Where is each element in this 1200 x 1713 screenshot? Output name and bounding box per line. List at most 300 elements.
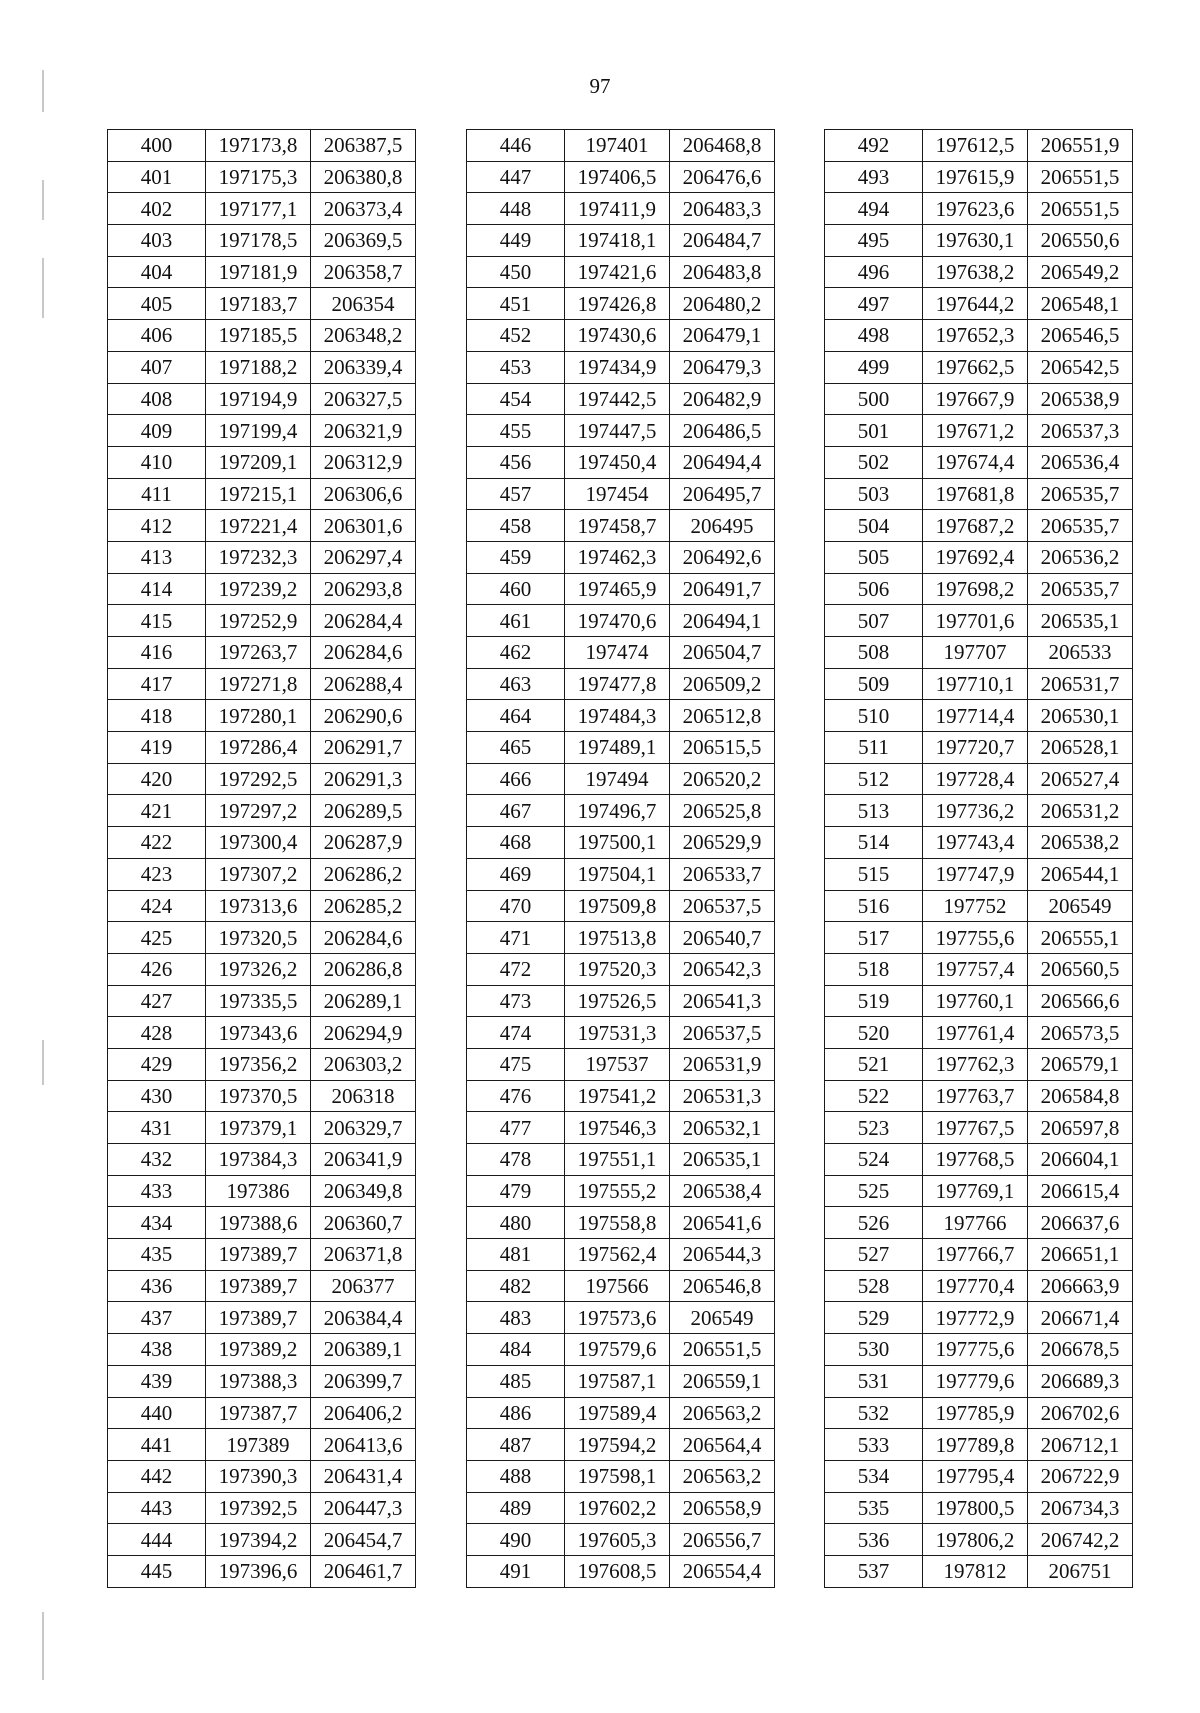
point-number-cell: 514 (825, 827, 923, 859)
table-row (108, 1144, 416, 1176)
table-row (825, 1334, 1133, 1366)
table-row (108, 256, 416, 288)
x-coordinate-cell: 197662,5 (923, 351, 1028, 383)
point-number-cell: 505 (825, 541, 923, 573)
point-number-cell: 467 (467, 795, 565, 827)
y-coordinate-cell: 206584,8 (1028, 1080, 1133, 1112)
y-coordinate-cell: 206495 (670, 510, 775, 542)
y-coordinate-cell: 206563,2 (670, 1397, 775, 1429)
x-coordinate-cell: 197215,1 (206, 478, 311, 510)
point-number-cell: 448 (467, 193, 565, 225)
table-row (467, 130, 775, 162)
table-row (825, 1302, 1133, 1334)
x-coordinate-cell: 197757,4 (923, 953, 1028, 985)
coordinates-table-1 (107, 129, 416, 1588)
table-row (467, 1555, 775, 1587)
x-coordinate-cell: 197484,3 (565, 700, 670, 732)
point-number-cell: 460 (467, 573, 565, 605)
x-coordinate-cell: 197812 (923, 1555, 1028, 1587)
table-row (825, 1112, 1133, 1144)
x-coordinate-cell: 197401 (565, 130, 670, 162)
point-number-cell: 485 (467, 1365, 565, 1397)
point-number-cell: 529 (825, 1302, 923, 1334)
table-row (108, 732, 416, 764)
point-number-cell: 458 (467, 510, 565, 542)
table-row (108, 130, 416, 162)
x-coordinate-cell: 197379,1 (206, 1112, 311, 1144)
scan-margin-mark (42, 258, 44, 318)
table-row (108, 478, 416, 510)
y-coordinate-cell: 206371,8 (311, 1239, 416, 1271)
point-number-cell: 461 (467, 605, 565, 637)
table-row (108, 1460, 416, 1492)
point-number-cell: 407 (108, 351, 206, 383)
coordinates-table-body (825, 130, 1133, 1588)
point-number-cell: 416 (108, 637, 206, 669)
x-coordinate-cell: 197562,4 (565, 1239, 670, 1271)
point-number-cell: 435 (108, 1239, 206, 1271)
table-row (467, 320, 775, 352)
y-coordinate-cell: 206560,5 (1028, 953, 1133, 985)
table-row (467, 858, 775, 890)
x-coordinate-cell: 197199,4 (206, 415, 311, 447)
y-coordinate-cell: 206597,8 (1028, 1112, 1133, 1144)
y-coordinate-cell: 206284,4 (311, 605, 416, 637)
y-coordinate-cell: 206321,9 (311, 415, 416, 447)
x-coordinate-cell: 197387,7 (206, 1397, 311, 1429)
point-number-cell: 498 (825, 320, 923, 352)
table-row (108, 288, 416, 320)
point-number-cell: 472 (467, 953, 565, 985)
point-number-cell: 414 (108, 573, 206, 605)
x-coordinate-cell: 197389,7 (206, 1302, 311, 1334)
point-number-cell: 423 (108, 858, 206, 890)
table-row (108, 1080, 416, 1112)
x-coordinate-cell: 197770,4 (923, 1270, 1028, 1302)
table-row (467, 1429, 775, 1461)
x-coordinate-cell: 197335,5 (206, 985, 311, 1017)
point-number-cell: 438 (108, 1334, 206, 1366)
y-coordinate-cell: 206604,1 (1028, 1144, 1133, 1176)
x-coordinate-cell: 197454 (565, 478, 670, 510)
y-coordinate-cell: 206538,9 (1028, 383, 1133, 415)
y-coordinate-cell: 206566,6 (1028, 985, 1133, 1017)
table-row (108, 922, 416, 954)
point-number-cell: 443 (108, 1492, 206, 1524)
table-row (467, 256, 775, 288)
table-row (825, 1175, 1133, 1207)
point-number-cell: 468 (467, 827, 565, 859)
point-number-cell: 486 (467, 1397, 565, 1429)
y-coordinate-cell: 206525,8 (670, 795, 775, 827)
x-coordinate-cell: 197769,1 (923, 1175, 1028, 1207)
point-number-cell: 422 (108, 827, 206, 859)
table-row (108, 1207, 416, 1239)
table-row (467, 351, 775, 383)
point-number-cell: 402 (108, 193, 206, 225)
table-row (825, 1017, 1133, 1049)
table-row (467, 637, 775, 669)
y-coordinate-cell: 206380,8 (311, 161, 416, 193)
y-coordinate-cell: 206286,2 (311, 858, 416, 890)
point-number-cell: 440 (108, 1397, 206, 1429)
y-coordinate-cell: 206554,4 (670, 1555, 775, 1587)
y-coordinate-cell: 206751 (1028, 1555, 1133, 1587)
point-number-cell: 490 (467, 1524, 565, 1556)
x-coordinate-cell: 197747,9 (923, 858, 1028, 890)
point-number-cell: 474 (467, 1017, 565, 1049)
x-coordinate-cell: 197755,6 (923, 922, 1028, 954)
table-row (467, 668, 775, 700)
point-number-cell: 413 (108, 541, 206, 573)
point-number-cell: 406 (108, 320, 206, 352)
y-coordinate-cell: 206291,3 (311, 763, 416, 795)
coordinates-table-body (467, 130, 775, 1588)
point-number-cell: 449 (467, 225, 565, 257)
table-row (108, 1397, 416, 1429)
table-row (467, 1334, 775, 1366)
table-row (467, 1460, 775, 1492)
x-coordinate-cell: 197566 (565, 1270, 670, 1302)
y-coordinate-cell: 206284,6 (311, 922, 416, 954)
point-number-cell: 527 (825, 1239, 923, 1271)
y-coordinate-cell: 206579,1 (1028, 1048, 1133, 1080)
x-coordinate-cell: 197386 (206, 1175, 311, 1207)
y-coordinate-cell: 206531,9 (670, 1048, 775, 1080)
y-coordinate-cell: 206387,5 (311, 130, 416, 162)
table-row (825, 1207, 1133, 1239)
table-row (825, 985, 1133, 1017)
coordinates-table-2 (466, 129, 775, 1588)
coordinates-table-body (108, 130, 416, 1588)
y-coordinate-cell: 206480,2 (670, 288, 775, 320)
point-number-cell: 425 (108, 922, 206, 954)
table-row (108, 858, 416, 890)
point-number-cell: 476 (467, 1080, 565, 1112)
point-number-cell: 410 (108, 446, 206, 478)
x-coordinate-cell: 197772,9 (923, 1302, 1028, 1334)
x-coordinate-cell: 197768,5 (923, 1144, 1028, 1176)
y-coordinate-cell: 206290,6 (311, 700, 416, 732)
table-row (108, 637, 416, 669)
y-coordinate-cell: 206538,4 (670, 1175, 775, 1207)
x-coordinate-cell: 197736,2 (923, 795, 1028, 827)
table-row (825, 573, 1133, 605)
x-coordinate-cell: 197551,1 (565, 1144, 670, 1176)
y-coordinate-cell: 206483,8 (670, 256, 775, 288)
y-coordinate-cell: 206482,9 (670, 383, 775, 415)
point-number-cell: 506 (825, 573, 923, 605)
point-number-cell: 480 (467, 1207, 565, 1239)
table-row (108, 985, 416, 1017)
point-number-cell: 482 (467, 1270, 565, 1302)
x-coordinate-cell: 197638,2 (923, 256, 1028, 288)
point-number-cell: 477 (467, 1112, 565, 1144)
point-number-cell: 504 (825, 510, 923, 542)
x-coordinate-cell: 197761,4 (923, 1017, 1028, 1049)
y-coordinate-cell: 206288,4 (311, 668, 416, 700)
x-coordinate-cell: 197239,2 (206, 573, 311, 605)
x-coordinate-cell: 197474 (565, 637, 670, 669)
x-coordinate-cell: 197608,5 (565, 1555, 670, 1587)
point-number-cell: 471 (467, 922, 565, 954)
y-coordinate-cell: 206536,2 (1028, 541, 1133, 573)
y-coordinate-cell: 206495,7 (670, 478, 775, 510)
point-number-cell: 459 (467, 541, 565, 573)
x-coordinate-cell: 197442,5 (565, 383, 670, 415)
x-coordinate-cell: 197698,2 (923, 573, 1028, 605)
point-number-cell: 515 (825, 858, 923, 890)
table-row (467, 1080, 775, 1112)
x-coordinate-cell: 197767,5 (923, 1112, 1028, 1144)
point-number-cell: 428 (108, 1017, 206, 1049)
y-coordinate-cell: 206529,9 (670, 827, 775, 859)
y-coordinate-cell: 206742,2 (1028, 1524, 1133, 1556)
x-coordinate-cell: 197587,1 (565, 1365, 670, 1397)
point-number-cell: 442 (108, 1460, 206, 1492)
x-coordinate-cell: 197252,9 (206, 605, 311, 637)
y-coordinate-cell: 206512,8 (670, 700, 775, 732)
table-row (467, 827, 775, 859)
table-row (108, 225, 416, 257)
table-row (467, 1270, 775, 1302)
table-row (825, 637, 1133, 669)
point-number-cell: 495 (825, 225, 923, 257)
x-coordinate-cell: 197389 (206, 1429, 311, 1461)
x-coordinate-cell: 197752 (923, 890, 1028, 922)
table-row (108, 415, 416, 447)
y-coordinate-cell: 206531,2 (1028, 795, 1133, 827)
x-coordinate-cell: 197388,6 (206, 1207, 311, 1239)
table-row (467, 1239, 775, 1271)
point-number-cell: 513 (825, 795, 923, 827)
point-number-cell: 523 (825, 1112, 923, 1144)
table-row (825, 1429, 1133, 1461)
x-coordinate-cell: 197496,7 (565, 795, 670, 827)
table-row (108, 1429, 416, 1461)
point-number-cell: 445 (108, 1555, 206, 1587)
table-row (825, 351, 1133, 383)
x-coordinate-cell: 197692,4 (923, 541, 1028, 573)
point-number-cell: 433 (108, 1175, 206, 1207)
x-coordinate-cell: 197537 (565, 1048, 670, 1080)
point-number-cell: 532 (825, 1397, 923, 1429)
table-row (108, 1524, 416, 1556)
point-number-cell: 491 (467, 1555, 565, 1587)
y-coordinate-cell: 206285,2 (311, 890, 416, 922)
x-coordinate-cell: 197389,7 (206, 1270, 311, 1302)
point-number-cell: 479 (467, 1175, 565, 1207)
table-row (825, 446, 1133, 478)
table-row (108, 953, 416, 985)
table-row (825, 541, 1133, 573)
x-coordinate-cell: 197531,3 (565, 1017, 670, 1049)
y-coordinate-cell: 206546,5 (1028, 320, 1133, 352)
table-row (467, 225, 775, 257)
table-row (825, 1492, 1133, 1524)
point-number-cell: 417 (108, 668, 206, 700)
y-coordinate-cell: 206542,3 (670, 953, 775, 985)
point-number-cell: 489 (467, 1492, 565, 1524)
table-row (108, 193, 416, 225)
y-coordinate-cell: 206306,6 (311, 478, 416, 510)
point-number-cell: 493 (825, 161, 923, 193)
table-row (825, 1239, 1133, 1271)
point-number-cell: 444 (108, 1524, 206, 1556)
x-coordinate-cell: 197418,1 (565, 225, 670, 257)
table-row (467, 605, 775, 637)
y-coordinate-cell: 206549 (670, 1302, 775, 1334)
y-coordinate-cell: 206509,2 (670, 668, 775, 700)
y-coordinate-cell: 206377 (311, 1270, 416, 1302)
point-number-cell: 531 (825, 1365, 923, 1397)
x-coordinate-cell: 197555,2 (565, 1175, 670, 1207)
x-coordinate-cell: 197343,6 (206, 1017, 311, 1049)
point-number-cell: 496 (825, 256, 923, 288)
table-row (825, 1144, 1133, 1176)
x-coordinate-cell: 197209,1 (206, 446, 311, 478)
point-number-cell: 535 (825, 1492, 923, 1524)
table-row (825, 795, 1133, 827)
point-number-cell: 537 (825, 1555, 923, 1587)
table-row (108, 1302, 416, 1334)
table-row (825, 605, 1133, 637)
y-coordinate-cell: 206341,9 (311, 1144, 416, 1176)
table-row (825, 383, 1133, 415)
x-coordinate-cell: 197605,3 (565, 1524, 670, 1556)
point-number-cell: 526 (825, 1207, 923, 1239)
point-number-cell: 499 (825, 351, 923, 383)
y-coordinate-cell: 206550,6 (1028, 225, 1133, 257)
y-coordinate-cell: 206294,9 (311, 1017, 416, 1049)
table-row (108, 827, 416, 859)
table-row (108, 1334, 416, 1366)
x-coordinate-cell: 197434,9 (565, 351, 670, 383)
x-coordinate-cell: 197671,2 (923, 415, 1028, 447)
table-row (467, 1175, 775, 1207)
coordinates-table-3 (824, 129, 1133, 1588)
point-number-cell: 454 (467, 383, 565, 415)
table-row (825, 510, 1133, 542)
table-row (825, 320, 1133, 352)
y-coordinate-cell: 206384,4 (311, 1302, 416, 1334)
y-coordinate-cell: 206491,7 (670, 573, 775, 605)
x-coordinate-cell: 197795,4 (923, 1460, 1028, 1492)
table-row (108, 573, 416, 605)
table-row (108, 795, 416, 827)
x-coordinate-cell: 197667,9 (923, 383, 1028, 415)
y-coordinate-cell: 206301,6 (311, 510, 416, 542)
y-coordinate-cell: 206406,2 (311, 1397, 416, 1429)
table-row (825, 858, 1133, 890)
x-coordinate-cell: 197183,7 (206, 288, 311, 320)
table-row (108, 1492, 416, 1524)
table-row (825, 1555, 1133, 1587)
point-number-cell: 507 (825, 605, 923, 637)
x-coordinate-cell: 197710,1 (923, 668, 1028, 700)
point-number-cell: 446 (467, 130, 565, 162)
table-row (467, 1207, 775, 1239)
point-number-cell: 418 (108, 700, 206, 732)
point-number-cell: 439 (108, 1365, 206, 1397)
x-coordinate-cell: 197477,8 (565, 668, 670, 700)
point-number-cell: 400 (108, 130, 206, 162)
table-row (825, 763, 1133, 795)
point-number-cell: 404 (108, 256, 206, 288)
x-coordinate-cell: 197579,6 (565, 1334, 670, 1366)
y-coordinate-cell: 206533 (1028, 637, 1133, 669)
x-coordinate-cell: 197307,2 (206, 858, 311, 890)
table-row (825, 1048, 1133, 1080)
table-row (825, 256, 1133, 288)
table-row (467, 795, 775, 827)
y-coordinate-cell: 206535,7 (1028, 573, 1133, 605)
table-row (108, 383, 416, 415)
point-number-cell: 434 (108, 1207, 206, 1239)
table-row (825, 668, 1133, 700)
table-row (467, 510, 775, 542)
x-coordinate-cell: 197447,5 (565, 415, 670, 447)
y-coordinate-cell: 206537,3 (1028, 415, 1133, 447)
y-coordinate-cell: 206291,7 (311, 732, 416, 764)
y-coordinate-cell: 206360,7 (311, 1207, 416, 1239)
table-row (825, 890, 1133, 922)
x-coordinate-cell: 197280,1 (206, 700, 311, 732)
table-row (467, 1144, 775, 1176)
x-coordinate-cell: 197297,2 (206, 795, 311, 827)
x-coordinate-cell: 197411,9 (565, 193, 670, 225)
x-coordinate-cell: 197806,2 (923, 1524, 1028, 1556)
y-coordinate-cell: 206527,4 (1028, 763, 1133, 795)
point-number-cell: 453 (467, 351, 565, 383)
x-coordinate-cell: 197470,6 (565, 605, 670, 637)
table-row (467, 541, 775, 573)
table-row (467, 1492, 775, 1524)
point-number-cell: 522 (825, 1080, 923, 1112)
table-row (825, 415, 1133, 447)
y-coordinate-cell: 206530,1 (1028, 700, 1133, 732)
point-number-cell: 500 (825, 383, 923, 415)
table-row (467, 478, 775, 510)
y-coordinate-cell: 206615,4 (1028, 1175, 1133, 1207)
y-coordinate-cell: 206548,1 (1028, 288, 1133, 320)
table-row (825, 700, 1133, 732)
x-coordinate-cell: 197500,1 (565, 827, 670, 859)
table-row (108, 510, 416, 542)
point-number-cell: 519 (825, 985, 923, 1017)
x-coordinate-cell: 197178,5 (206, 225, 311, 257)
x-coordinate-cell: 197356,2 (206, 1048, 311, 1080)
y-coordinate-cell: 206431,4 (311, 1460, 416, 1492)
table-row (108, 446, 416, 478)
x-coordinate-cell: 197541,2 (565, 1080, 670, 1112)
table-row (108, 890, 416, 922)
y-coordinate-cell: 206551,9 (1028, 130, 1133, 162)
point-number-cell: 456 (467, 446, 565, 478)
y-coordinate-cell: 206484,7 (670, 225, 775, 257)
x-coordinate-cell: 197602,2 (565, 1492, 670, 1524)
point-number-cell: 466 (467, 763, 565, 795)
point-number-cell: 408 (108, 383, 206, 415)
point-number-cell: 401 (108, 161, 206, 193)
x-coordinate-cell: 197292,5 (206, 763, 311, 795)
y-coordinate-cell: 206538,2 (1028, 827, 1133, 859)
table-row (467, 1365, 775, 1397)
y-coordinate-cell: 206651,1 (1028, 1239, 1133, 1271)
y-coordinate-cell: 206551,5 (1028, 161, 1133, 193)
table-row (467, 985, 775, 1017)
table-row (825, 1365, 1133, 1397)
